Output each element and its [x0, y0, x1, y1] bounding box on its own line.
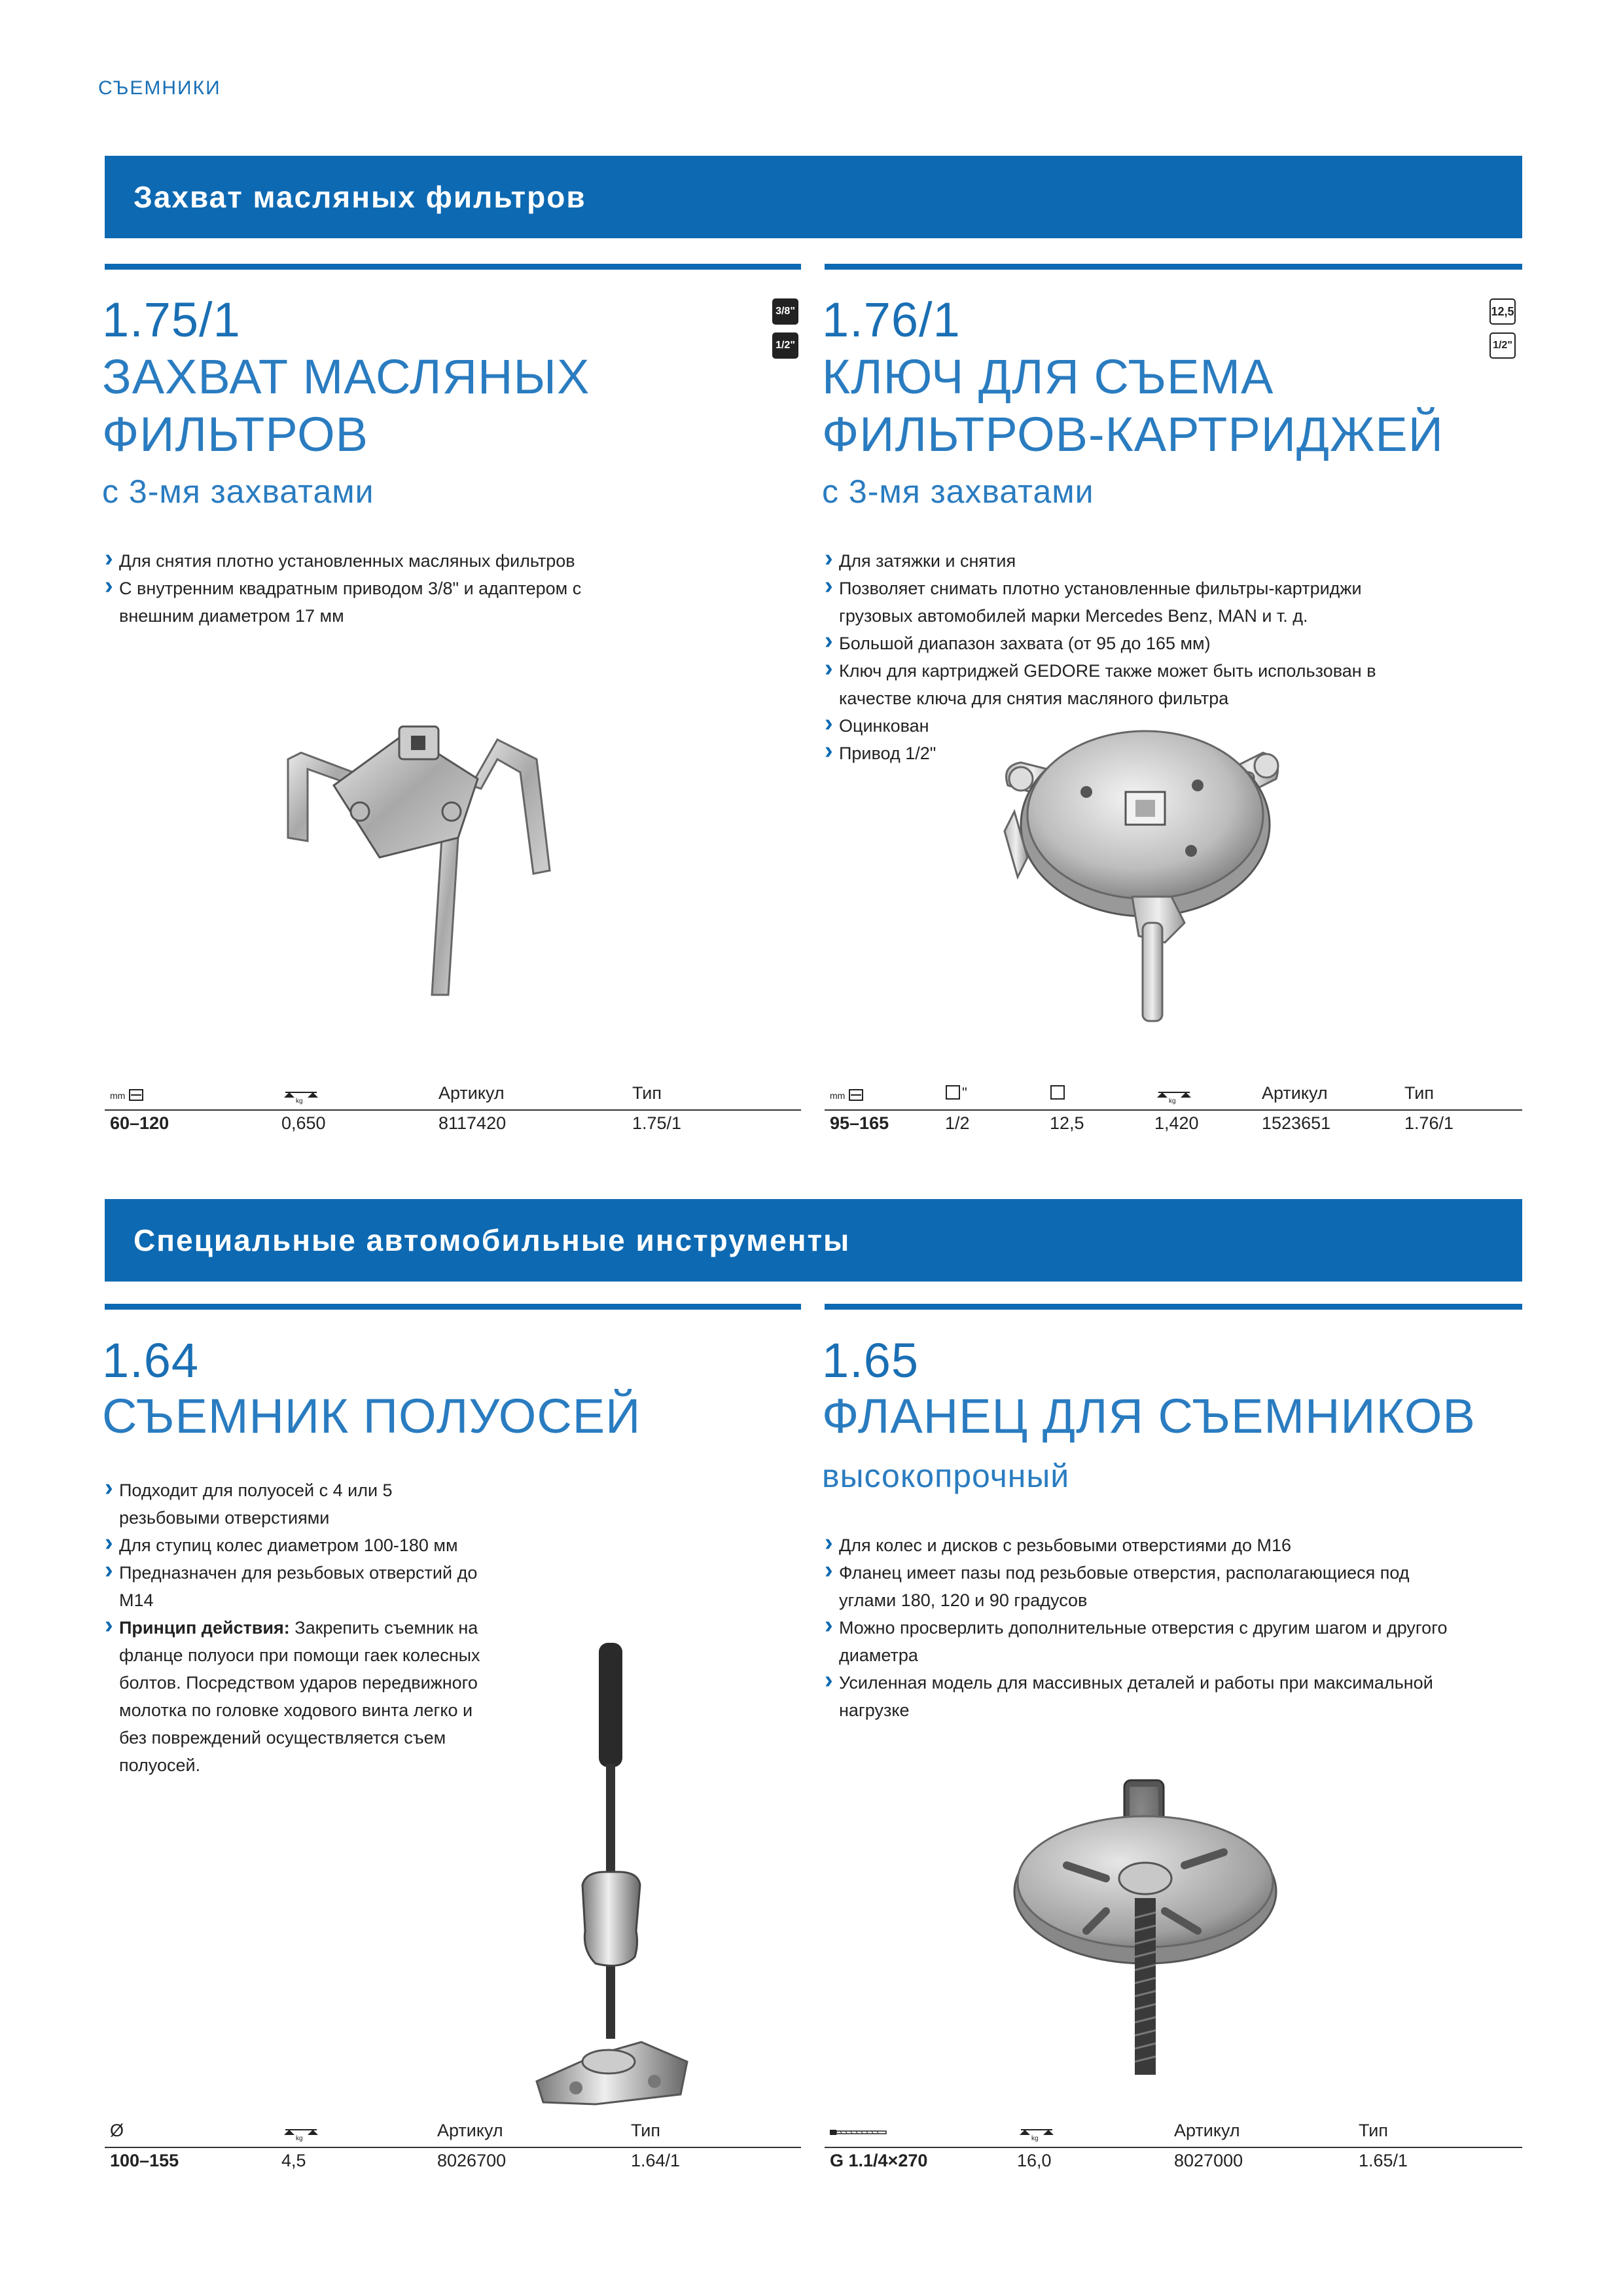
col-header-type: Тип	[1359, 2121, 1389, 2140]
svg-text:kg: kg	[1031, 2135, 1039, 2142]
principle-text: Закрепить съемник на фланце полуоси при помощи гаек колесных болтов. Посредством ударов передвижного молотка по головке ходового винта легко и без повреждений осуществляется съем полуосей.	[119, 1618, 480, 1775]
table-rule	[105, 2147, 801, 2148]
feature-item: › Для ступиц колес диаметром 100-180 мм	[105, 1532, 484, 1559]
col-header-type: Тип	[1404, 1083, 1435, 1103]
svg-text:kg: kg	[296, 2135, 303, 2142]
col-header-article: Артикул	[437, 2121, 503, 2140]
product-title-line: ФИЛЬТРОВ	[102, 407, 369, 461]
svg-text:mm: mm	[110, 1090, 126, 1101]
cell-thread: G 1.1/4×270	[830, 2151, 928, 2170]
feature-item: › Для колес и дисков с резьбовыми отверстиями до M16	[825, 1532, 1466, 1559]
product-code: 1.75/1	[102, 293, 241, 347]
range-mm-icon	[110, 1087, 149, 1104]
cell-range: 95–165	[830, 1113, 889, 1133]
feature-item: › Усиленная модель для массивных деталей и работы при максимальной нагрузке	[825, 1669, 1466, 1724]
range-mm-icon	[830, 1087, 869, 1104]
svg-text:kg: kg	[1169, 1098, 1176, 1104]
section-band-oil-filter: Захват масляных фильтров	[105, 156, 1522, 238]
product-title-line: КЛЮЧ ДЛЯ СЪЕМА	[822, 350, 1274, 404]
puller-flange-image	[1008, 1767, 1283, 2094]
badge-group	[772, 298, 798, 359]
square-mm-icon	[1050, 1085, 1065, 1100]
cell-drive: 1/2	[945, 1113, 970, 1133]
feature-item: › Предназначен для резьбовых отверстий до M14	[105, 1559, 484, 1614]
weight-icon	[281, 2123, 321, 2142]
product-title	[822, 1388, 1476, 1445]
product-title-line: СЪЕМНИК ПОЛУОСЕЙ	[102, 1389, 641, 1443]
cell-type: 1.65/1	[1359, 2151, 1408, 2170]
cell-range: 60–120	[110, 1113, 169, 1133]
cell-type: 1.64/1	[631, 2151, 681, 2170]
feature-item: › Подходит для полуосей с 4 или 5 резьбовыми отверстиями	[105, 1477, 484, 1532]
divider-rule	[105, 1304, 801, 1310]
threaded-bolt-icon	[830, 2127, 889, 2138]
axle-puller-image	[517, 1636, 713, 2134]
cell-weight: 1,420	[1154, 1113, 1199, 1133]
feature-item: › Позволяет снимать плотно установленные фильтры-картриджи грузовых автомобилей марки Mercedes Benz, MAN и т. д.	[825, 575, 1400, 630]
cell-square: 12,5	[1050, 1113, 1084, 1133]
cell-range: 100–155	[110, 2151, 179, 2170]
table-rule	[105, 1109, 801, 1111]
svg-text:mm: mm	[830, 1090, 846, 1101]
feature-item: › Ключ для картриджей GEDORE также может быть использован в качестве ключа для снятия масляного фильтра	[825, 657, 1400, 712]
feature-item: › Привод 1/2"	[825, 740, 1400, 767]
section-label: СЪЕМНИКИ	[98, 77, 221, 99]
product-title-line: ФЛАНЕЦ ДЛЯ СЪЕМНИКОВ	[822, 1389, 1476, 1443]
col-header-type: Тип	[632, 1083, 662, 1103]
cell-weight: 4,5	[281, 2151, 306, 2170]
product-subtitle: с 3-мя захватами	[102, 473, 374, 510]
feature-item: › С внутренним квадратным приводом 3/8" и адаптером с внешним диаметром 17 мм	[105, 575, 628, 630]
drive-1-2-badge: 1/2"	[1489, 332, 1516, 359]
col-header-article: Артикул	[1262, 1083, 1328, 1103]
inch-mark: "	[962, 1085, 967, 1101]
cell-article: 8026700	[437, 2151, 507, 2170]
spec-table	[825, 1083, 1522, 1149]
feature-list	[825, 1532, 1466, 1724]
col-header-article: Артикул	[1174, 2121, 1240, 2140]
col-header-diameter: Ø	[110, 2121, 124, 2140]
weight-icon	[281, 1086, 321, 1104]
product-code: 1.76/1	[822, 293, 961, 347]
drive-1-2-badge: 1/2"	[772, 332, 798, 359]
product-code: 1.65	[822, 1333, 919, 1388]
feature-list	[105, 547, 628, 630]
product-title-line: ФИЛЬТРОВ-КАРТРИДЖЕЙ	[822, 407, 1444, 461]
feature-item: › Фланец имеет пазы под резьбовые отверстия, располагающиеся под углами 180, 120 и 90 градусов	[825, 1559, 1466, 1614]
filter-cartridge-wrench-image	[988, 726, 1302, 1041]
product-title	[822, 348, 1444, 463]
spec-table	[105, 1083, 801, 1149]
feature-item	[105, 1614, 484, 1779]
svg-text:kg: kg	[296, 1098, 303, 1104]
feature-item: › Можно просверлить дополнительные отверстия с другим шагом и другого диаметра	[825, 1614, 1466, 1669]
oil-filter-grip-image	[262, 707, 628, 1034]
spec-table	[825, 2121, 1522, 2186]
principle-label: Принцип действия:	[119, 1618, 290, 1638]
product-subtitle: высокопрочный	[822, 1458, 1070, 1494]
square-drive-icon	[945, 1085, 961, 1100]
cell-article: 8117420	[438, 1113, 507, 1133]
divider-rule	[825, 264, 1522, 270]
divider-rule	[825, 1304, 1522, 1310]
cell-article: 8027000	[1174, 2151, 1243, 2170]
col-header-type: Тип	[631, 2121, 661, 2140]
product-code: 1.64	[102, 1333, 200, 1388]
product-title	[102, 1388, 641, 1445]
section-band-automotive: Специальные автомобильные инструменты	[105, 1199, 1522, 1282]
badge-group	[1489, 298, 1516, 359]
weight-icon	[1017, 2123, 1056, 2142]
product-title-line: ЗАХВАТ МАСЛЯНЫХ	[102, 350, 590, 404]
feature-item: › Для снятия плотно установленных масляных фильтров	[105, 547, 628, 575]
weight-icon	[1154, 1086, 1194, 1104]
cell-type: 1.76/1	[1404, 1113, 1454, 1133]
feature-item: › Большой диапазон захвата (от 95 до 165 мм)	[825, 630, 1400, 657]
square-12-5-badge: 12,5	[1489, 298, 1516, 325]
col-header-drive	[945, 1085, 967, 1102]
cell-weight: 0,650	[281, 1113, 326, 1133]
cell-weight: 16,0	[1017, 2151, 1052, 2170]
feature-list	[105, 1477, 484, 1779]
product-title	[102, 348, 590, 463]
cell-type: 1.75/1	[632, 1113, 682, 1133]
table-rule	[825, 2147, 1522, 2148]
col-header-article: Артикул	[438, 1083, 505, 1103]
table-rule	[825, 1109, 1522, 1111]
product-subtitle: с 3-мя захватами	[822, 473, 1094, 510]
drive-3-8-badge: 3/8"	[772, 298, 798, 325]
feature-item: › Для затяжки и снятия	[825, 547, 1400, 575]
divider-rule	[105, 264, 801, 270]
cell-article: 1523651	[1262, 1113, 1331, 1133]
feature-item: › Оцинкован	[825, 712, 1400, 740]
spec-table	[105, 2121, 801, 2186]
